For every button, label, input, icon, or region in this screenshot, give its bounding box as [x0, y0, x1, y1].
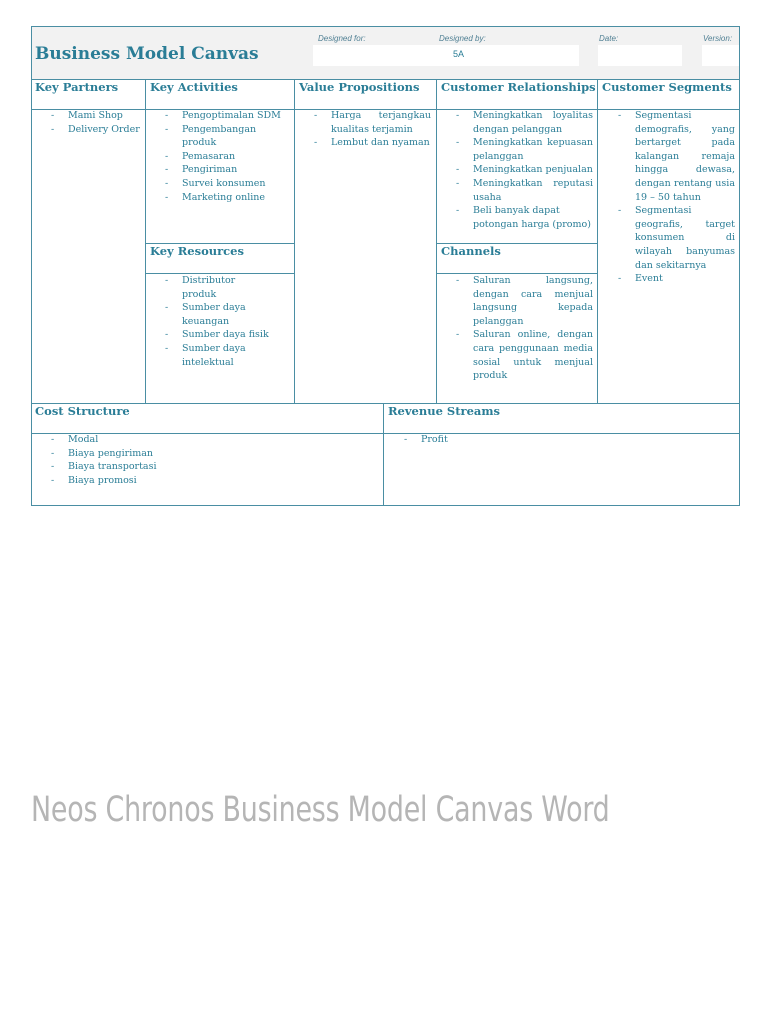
list-item: - Pemasaran — [162, 150, 290, 164]
customer-segments-list — [615, 109, 735, 286]
list-item: - Saluran online, dengan cara penggunaan media sosial untuk menjual produk — [453, 328, 593, 382]
value-propositions-title: Value Propositions — [299, 80, 420, 94]
list-item: - Modal — [48, 433, 348, 447]
list-item: - Marketing online — [162, 191, 290, 205]
page-caption: Neos Chronos Business Model Canvas Word — [31, 790, 610, 830]
key-partners-title: Key Partners — [35, 80, 119, 94]
list-item: - Segmentasi geografis, target konsumen di wilayah banyumas dan sekitarnya — [615, 204, 735, 272]
list-item: - Sumber daya fisik — [162, 328, 272, 342]
list-item: - Mami Shop — [48, 109, 140, 123]
key-resources-title: Key Resources — [150, 244, 244, 258]
divider-col-1 — [145, 79, 146, 403]
designed-for-label: Designed for: — [318, 34, 366, 43]
list-item: - Saluran langsung, dengan cara menjual langsung kepada pelanggan — [453, 274, 593, 328]
divider-bottom-section — [31, 403, 740, 404]
customer-relationships-list — [453, 109, 593, 231]
list-item: - Event — [615, 272, 735, 286]
list-item: - Meningkatkan penjualan — [453, 163, 593, 177]
list-item: - Beli banyak dapat potongan harga (promo) — [453, 204, 593, 231]
value-propositions-list — [311, 109, 431, 150]
designed-by-value: 5A — [453, 49, 465, 59]
designed-by-field[interactable] — [436, 45, 579, 66]
border-left — [31, 26, 32, 506]
divider-col-2 — [294, 79, 295, 403]
date-label: Date: — [599, 34, 619, 43]
list-item: - Segmentasi demografis, yang bertarget pada kalangan remaja hingga dewasa, dengan rentang usia 19 – 50 tahun — [615, 109, 735, 204]
designed-by-label: Designed by: — [439, 34, 486, 43]
list-item: - Survei konsumen — [162, 177, 290, 191]
channels-list — [453, 274, 593, 383]
list-item: - Meningkatkan loyalitas dengan pelanggan — [453, 109, 593, 136]
revenue-streams-title: Revenue Streams — [388, 404, 501, 418]
list-item: - Profit — [401, 433, 701, 447]
list-item: - Meningkatkan reputasi usaha — [453, 177, 593, 204]
divider-col-4 — [597, 79, 598, 403]
list-item: - Biaya pengiriman — [48, 447, 348, 461]
key-resources-list — [162, 274, 272, 369]
divider-col-3 — [436, 79, 437, 403]
date-field[interactable] — [598, 45, 682, 66]
revenue-streams-list — [401, 433, 701, 447]
version-field[interactable] — [702, 45, 740, 66]
list-item: - Distributor produk — [162, 274, 272, 301]
customer-relationships-title: Customer Relationships — [441, 80, 596, 94]
list-item: - Sumber daya intelektual — [162, 342, 272, 369]
border-bottom — [31, 505, 740, 506]
key-activities-title: Key Activities — [150, 80, 238, 94]
key-activities-list — [162, 109, 290, 204]
list-item: - Pengoptimalan SDM — [162, 109, 290, 123]
canvas-title: Business Model Canvas — [35, 44, 259, 64]
border-top — [31, 26, 740, 27]
cost-structure-list — [48, 433, 348, 487]
list-item: - Delivery Order — [48, 123, 140, 137]
list-item: - Meningkatkan kepuasan pelanggan — [453, 136, 593, 163]
designed-for-field[interactable] — [313, 45, 437, 66]
customer-segments-title: Customer Segments — [602, 80, 732, 94]
divider-bottom-col — [383, 403, 384, 506]
key-partners-list — [48, 109, 140, 136]
list-item: - Sumber daya keuangan — [162, 301, 272, 328]
list-item: - Lembut dan nyaman — [311, 136, 431, 150]
list-item: - Biaya promosi — [48, 474, 348, 488]
channels-title: Channels — [441, 244, 501, 258]
list-item: - Pengembangan produk — [162, 123, 290, 150]
list-item: - Harga terjangkau kualitas terjamin — [311, 109, 431, 136]
version-label: Version: — [703, 34, 733, 43]
cost-structure-title: Cost Structure — [35, 404, 130, 418]
border-right — [739, 26, 740, 506]
list-item: - Pengiriman — [162, 163, 290, 177]
list-item: - Biaya transportasi — [48, 460, 348, 474]
business-model-canvas — [31, 26, 740, 506]
